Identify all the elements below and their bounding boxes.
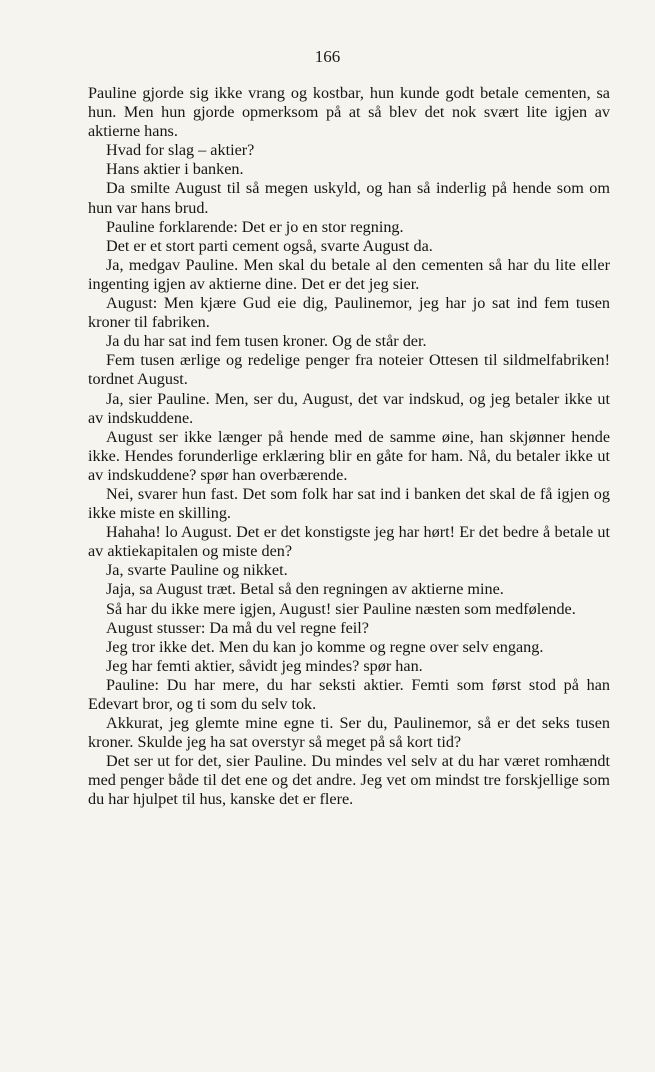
paragraph: Hahaha! lo August. Det er det konstigste jeg har hørt! Er det bedre å betale ut av aktiekapitalen og miste den? [88,523,610,561]
paragraph: Jeg tror ikke det. Men du kan jo komme og regne over selv engang. [106,637,544,656]
paragraph: Jaja, sa August træt. Betal så den regningen av aktierne mine. [106,580,504,599]
paragraph: Ja du har sat ind fem tusen kroner. Og de står der. [106,332,427,351]
page-number: 166 [314,47,341,66]
paragraph: Ja, svarte Pauline og nikket. [106,561,288,580]
paragraph: August ser ikke længer på hende med de samme øine, han skjønner hende ikke. Hendes forunderlige erklæring blir en gåte for ham. Nå, du betaler ikke ut av indskuddene? spør han overbærende. [88,427,610,484]
paragraph: Fem tusen ærlige og redelige penger fra noteier Ottesen til sildmelfabriken! tordnet August. [88,351,610,389]
body-text [88,84,610,810]
paragraph: Nei, svarer hun fast. Det som folk har sat ind i banken det skal de få igjen og ikke miste en skilling. [88,484,610,523]
paragraph: Pauline gjorde sig ikke vrang og kostbar, hun kunde godt betale cementen, sa hun. Men hun gjorde opmerksom på at så blev det nok svært lite igjen av aktierne hans. [88,84,610,141]
paragraph: Pauline: Du har mere, du har seksti aktier. Femti som først stod på han Edevart bror, og ti som du selv tok. [88,675,610,713]
paragraph: Hvad for slag – aktier? [106,141,255,160]
paragraph: Hans aktier i banken. [106,160,244,179]
paragraph: Da smilte August til så megen uskyld, og han så inderlig på hende som om hun var hans brud. [88,179,610,217]
paragraph: August stusser: Da må du vel regne feil? [106,618,369,637]
paragraph: Ja, medgav Pauline. Men skal du betale al den cementen så har du lite eller ingenting igjen av aktierne dine. Det er det jeg sier. [88,255,610,293]
paragraph: Akkurat, jeg glemte mine egne ti. Ser du, Paulinemor, så er det seks tusen kroner. Skulde jeg ha sat overstyr så meget på så kort tid? [88,714,610,752]
paragraph: Ja, sier Pauline. Men, ser du, August, det var indskud, og jeg betaler ikke ut av indskuddene. [88,389,610,427]
paragraph: Så har du ikke mere igjen, August! sier Pauline næsten som medfølende. [106,599,576,618]
paragraph: Pauline forklarende: Det er jo en stor regning. [106,217,404,236]
paragraph: Jeg har femti aktier, såvidt jeg mindes? spør han. [106,656,423,675]
paragraph: August: Men kjære Gud eie dig, Paulinemor, jeg har jo sat ind fem tusen kroner til fabriken. [88,294,610,332]
paragraph: Det er et stort parti cement også, svarte August da. [106,236,433,255]
paragraph: Det ser ut for det, sier Pauline. Du mindes vel selv at du har været romhændt med penger både til det ene og det andre. Jeg vet om mindst tre forskjellige som du har hjulpet til hus, kanske det er flere. [88,752,610,809]
